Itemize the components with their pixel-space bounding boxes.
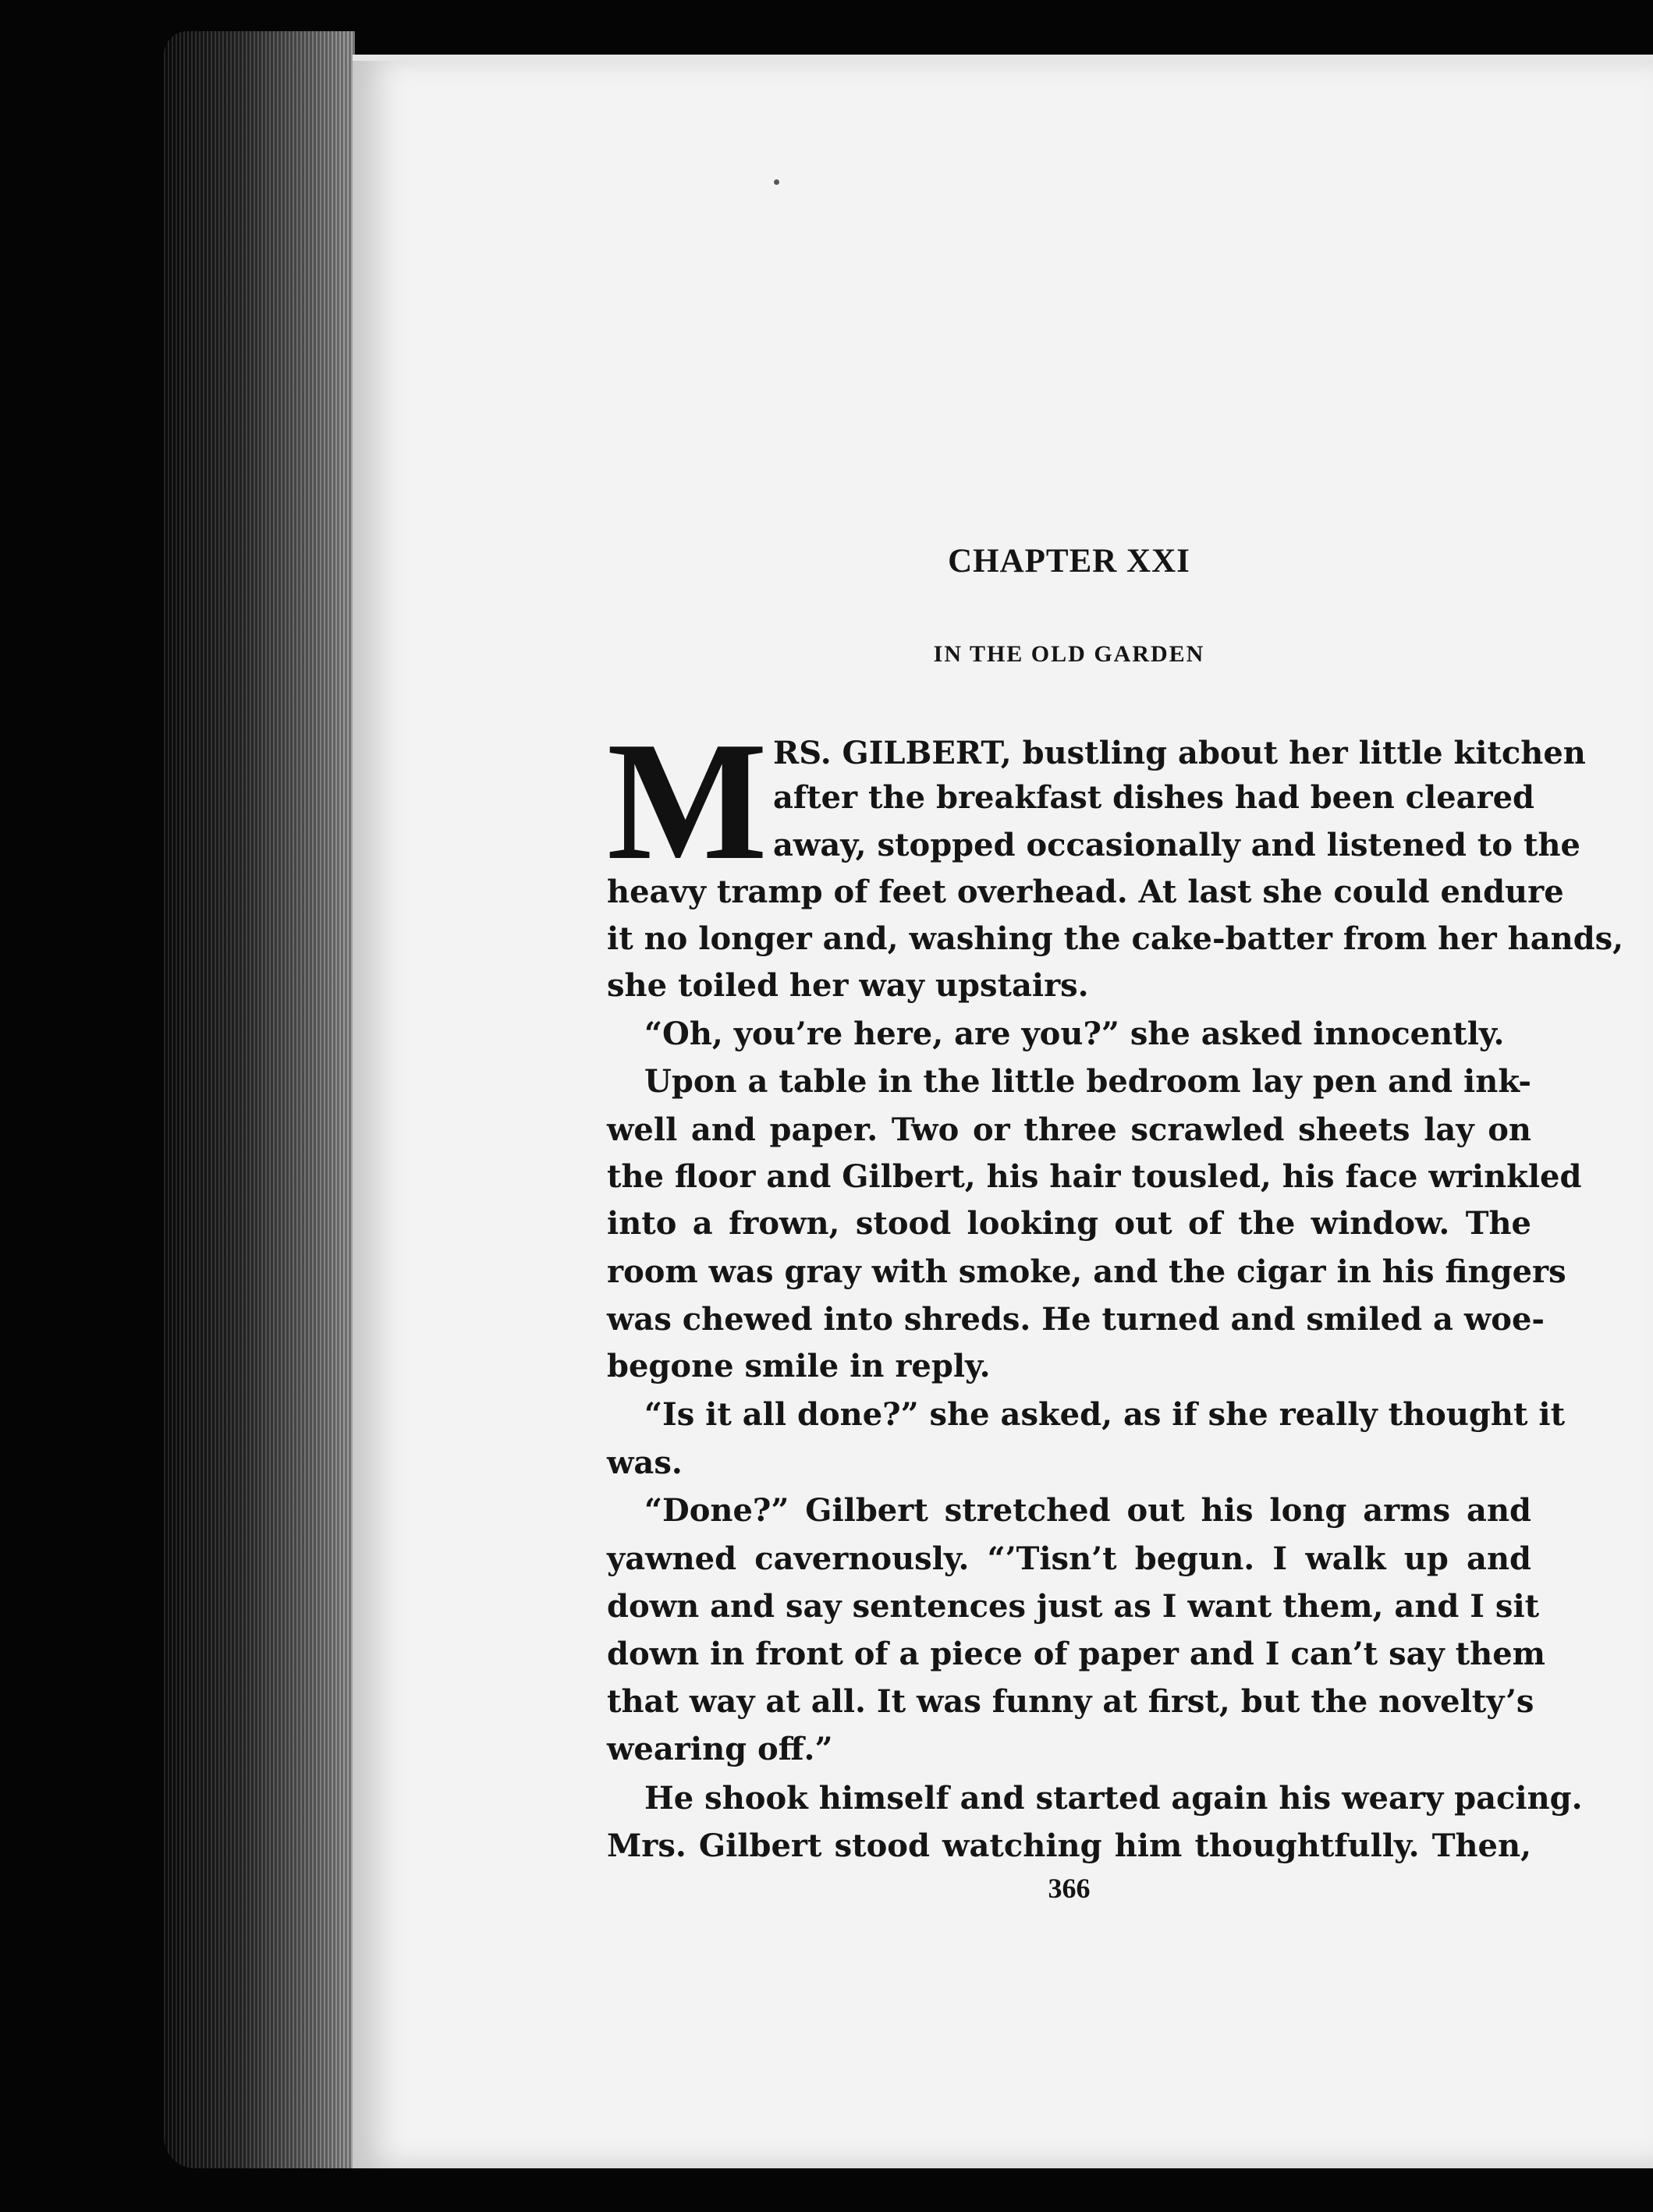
page-number: 366 [1048, 1873, 1091, 1904]
text-line: “Done?” Gilbert stretched out his long arms and [644, 1492, 1531, 1529]
text-line: heavy tramp of feet overhead. At last she could endure [607, 874, 1564, 910]
text-line: yawned cavernously. “’Tisn’t begun. I walk up and [607, 1540, 1531, 1577]
text-line: down and say sentences just as I want them, and I sit [607, 1588, 1540, 1625]
text-line: “Is it all done?” she asked, as if she really thought it [644, 1396, 1566, 1433]
chapter-subtitle: IN THE OLD GARDEN [933, 641, 1205, 667]
drop-cap: M [607, 707, 768, 895]
text-line: well and paper. Two or three scrawled sheets lay on [607, 1111, 1531, 1148]
text-line: Upon a table in the little bedroom lay pen and ink- [644, 1063, 1532, 1100]
text-line: was chewed into shreds. He turned and smiled a woe- [607, 1301, 1545, 1338]
text-line: RS. GILBERT, bustling about her little kitchen [773, 735, 1586, 771]
text-line: after the breakfast dishes had been cleared [773, 779, 1534, 816]
text-line: was. [607, 1445, 683, 1481]
chapter-heading: CHAPTER XXI [948, 543, 1190, 580]
text-line: that way at all. It was funny at first, but the novelty’s [607, 1683, 1534, 1720]
text-line: “Oh, you’re here, are you?” she asked innocently. [644, 1016, 1505, 1052]
text-line: Mrs. Gilbert stood watching him thoughtfully. Then, [607, 1827, 1531, 1864]
text-line: the floor and Gilbert, his hair tousled, his face wrinkled [607, 1158, 1582, 1195]
text-line: wearing off.” [607, 1731, 833, 1767]
text-line: He shook himself and started again his weary pacing. [644, 1780, 1583, 1817]
paper-speck [774, 179, 779, 185]
page-block-edge [164, 31, 355, 2168]
text-line: down in front of a piece of paper and I can’t say them [607, 1636, 1546, 1672]
text-line: away, stopped occasionally and listened to the [773, 827, 1580, 863]
text-line: into a frown, stood looking out of the window. The [607, 1205, 1531, 1242]
text-line: she toiled her way upstairs. [607, 967, 1089, 1004]
text-line: room was gray with smoke, and the cigar in his fingers [607, 1253, 1566, 1290]
text-line: begone smile in reply. [607, 1348, 991, 1384]
text-line: it no longer and, washing the cake-batter from her hands, [607, 920, 1624, 957]
